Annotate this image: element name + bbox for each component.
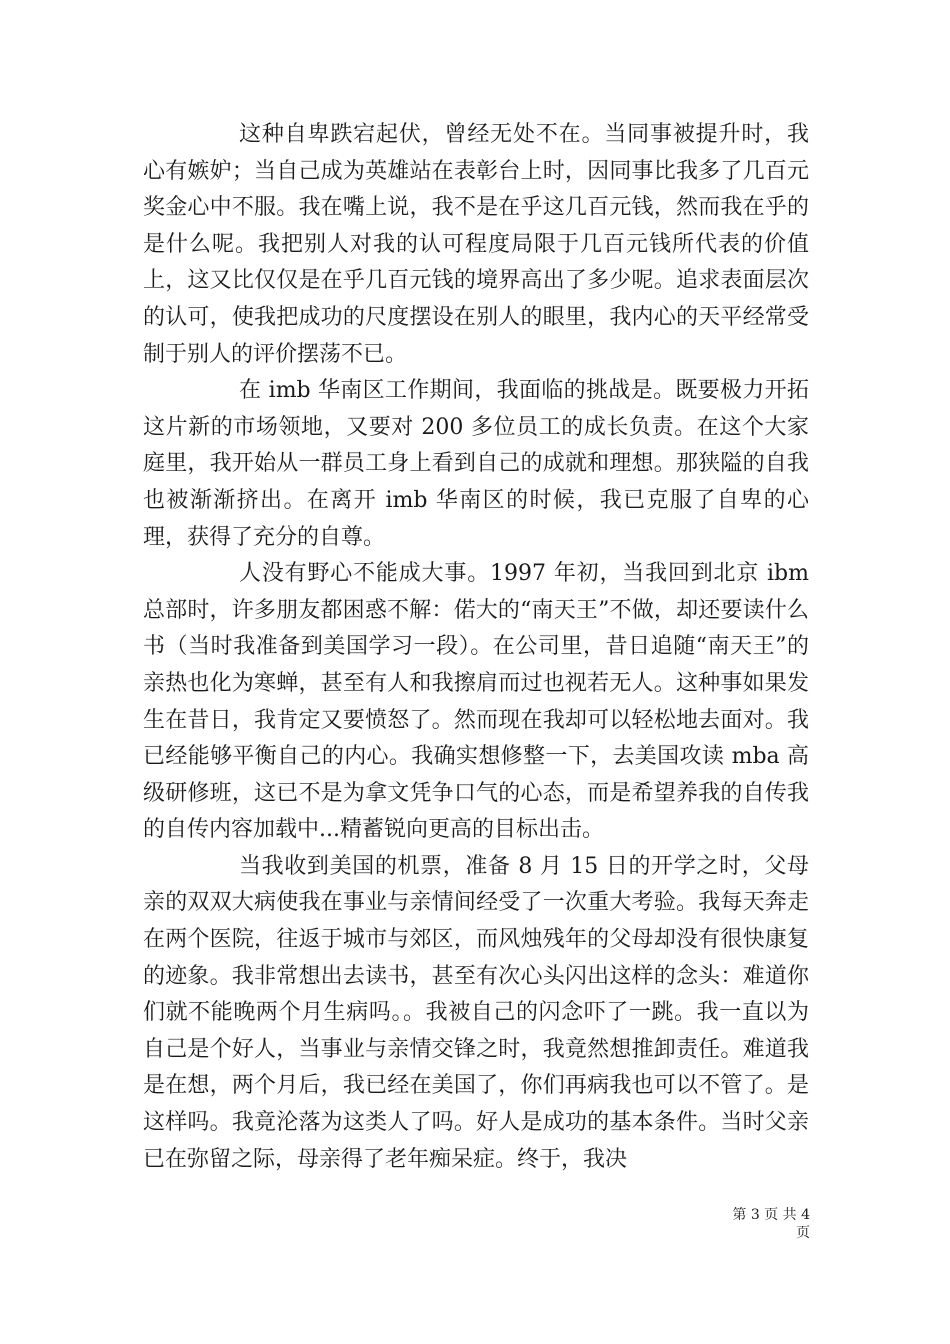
- page-number-footer: 第 3 页 共 4 页: [732, 1207, 810, 1241]
- paragraph-4: 当我收到美国的机票，准备 8 月 15 日的开学之时，父母亲的双双大病使我在事业与亲情间经受了一次重大考验。我每天奔走在两个医院，往返于城市与郊区，而风烛残年的父母却没有很快康复的迹象。我非常想出去读书，甚至有次心头闪出这样的念头：难道你们就不能晚两个月生病吗。。我被自己的闪念吓了一跳。我一直以为自己是个好人，当事业与亲情交锋之时，我竟然想推卸责任。难道我是在想，两个月后，我已经在美国了，你们再病我也可以不管了。是这样吗。我竟沦落为这类人了吗。好人是成功的基本条件。当时父亲已在弥留之际，母亲得了老年痴呆症。终于，我决: [143, 853, 809, 1172]
- document-body: [143, 117, 809, 1178]
- paragraph-3: 人没有野心不能成大事。1997 年初，当我回到北京 ibm 总部时，许多朋友都困惑不解：偌大的“南天王”不做，却还要读什么书（当时我准备到美国学习一段）。在公司里，昔日追随“南天王”的亲热也化为寒蝉，甚至有人和我擦肩而过也视若无人。这种事如果发生在昔日，我肯定又要愤怒了。然而现在我却可以轻松地去面对。我已经能够平衡自己的内心。我确实想修整一下，去美国攻读 mba 高级研修班，这已不是为拿文凭争口气的心态，而是希望养我的自传我的自传内容加载中...精蓄锐向更高的目标出击。: [143, 561, 809, 843]
- paragraph-2: 在 imb 华南区工作期间，我面临的挑战是。既要极力开拓这片新的市场领地，又要对 200 多位员工的成长负责。在这个大家庭里，我开始从一群员工身上看到自己的成就和理想。那狭隘的自我也被渐渐挤出。在离开 imb 华南区的时候，我已克服了自卑的心理，获得了充分的自尊。: [143, 378, 809, 550]
- paragraph-1: 这种自卑跌宕起伏，曾经无处不在。当同事被提升时，我心有嫉妒；当自己成为英雄站在表彰台上时，因同事比我多了几百元奖金心中不服。我在嘴上说，我不是在乎这几百元钱，然而我在乎的是什么呢。我把别人对我的认可程度局限于几百元钱所代表的价值上，这又比仅仅是在乎几百元钱的境界高出了多少呢。追求表面层次的认可，使我把成功的尺度摆设在别人的眼里，我内心的天平经常受制于别人的评价摆荡不已。: [143, 122, 809, 367]
